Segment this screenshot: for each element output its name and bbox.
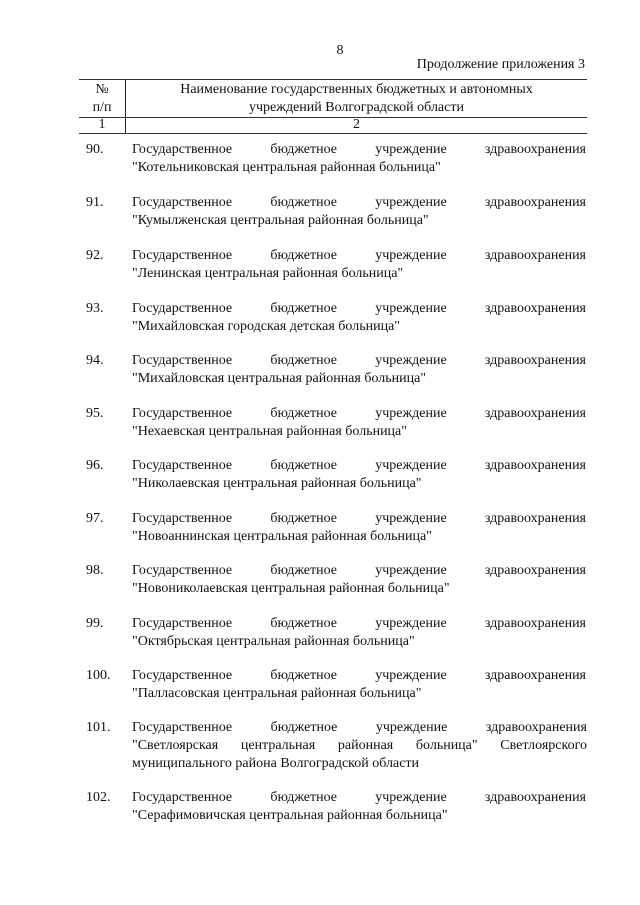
table-row [86, 789, 586, 825]
institution-type-word: учреждение [375, 563, 447, 578]
row-number: 98. [86, 563, 104, 578]
institution-name [132, 562, 586, 598]
institution-type-word: Государственное [132, 720, 233, 735]
institution-type-word: учреждение [375, 406, 447, 421]
institution-type-word: здравоохранения [484, 790, 586, 805]
institution-type-line [132, 352, 586, 370]
institution-type-word: учреждение [375, 720, 448, 735]
num-symbol: № [95, 82, 109, 97]
table-row [86, 615, 586, 651]
table-row [86, 405, 586, 441]
name-header-line2: учреждений Волгоградской области [249, 100, 464, 115]
institution-name [132, 405, 586, 441]
institution-name [132, 457, 586, 493]
institution-type-word: Государственное [132, 616, 233, 631]
row-number: 97. [86, 511, 104, 526]
row-number: 94. [86, 353, 104, 368]
institution-type-word: бюджетное [270, 353, 338, 368]
institution-name [132, 300, 586, 336]
row-number: 95. [86, 406, 104, 421]
institution-type-word: Государственное [132, 790, 233, 805]
institution-type-line [132, 615, 586, 633]
column-index-1: 1 [98, 117, 106, 132]
row-number: 91. [86, 195, 104, 210]
institution-type-word: бюджетное [270, 142, 338, 157]
institution-type-word: здравоохранения [484, 458, 586, 473]
institution-type-line [132, 247, 586, 265]
institution-type-word: бюджетное [270, 616, 338, 631]
institution-type-word: здравоохранения [484, 511, 586, 526]
header-num-column [79, 81, 125, 117]
institution-type-word: здравоохранения [484, 563, 586, 578]
num-abbrev: п/п [92, 100, 112, 115]
institution-title: "Новониколаевская центральная районная больница" [132, 581, 450, 596]
institution-type-word: Государственное [132, 248, 233, 263]
table-row [86, 141, 586, 177]
institution-type-line [132, 510, 586, 528]
institution-type-line [132, 141, 586, 159]
institution-type-word: здравоохранения [485, 720, 587, 735]
institution-type-line [132, 719, 587, 737]
institution-name [132, 615, 586, 651]
institution-type-word: здравоохранения [484, 301, 586, 316]
institution-name [132, 510, 586, 546]
row-number: 101. [86, 720, 111, 735]
institution-title: "Палласовская центральная районная больница" [132, 686, 422, 701]
institution-type-word: учреждение [375, 668, 447, 683]
institution-type-word: бюджетное [270, 720, 338, 735]
table-row [86, 510, 586, 546]
page-number: 8 [336, 43, 344, 58]
institution-type-line [132, 194, 586, 212]
institution-title: "Октябрьская центральная районная больница" [132, 634, 415, 649]
institution-type-word: бюджетное [270, 248, 338, 263]
institution-type-line [132, 562, 586, 580]
institution-type-word: учреждение [375, 511, 447, 526]
institution-type-word: учреждение [375, 790, 447, 805]
institution-type-word: учреждение [375, 458, 447, 473]
institution-type-line [132, 300, 586, 318]
institution-title: "Кумылженская центральная районная больница" [132, 213, 429, 228]
table-row [86, 300, 586, 336]
table-row [86, 457, 586, 493]
institution-type-word: Государственное [132, 353, 233, 368]
institution-title: "Николаевская центральная районная больница" [132, 476, 422, 491]
institution-type-word: Государственное [132, 563, 233, 578]
row-number: 93. [86, 301, 104, 316]
table-row [86, 352, 586, 388]
institution-type-word: здравоохранения [484, 195, 586, 210]
institution-type-word: учреждение [375, 142, 447, 157]
index-row-bottom-border [79, 133, 587, 134]
institution-type-word: здравоохранения [484, 668, 586, 683]
institution-title: "Котельниковская центральная районная больница" [132, 160, 441, 175]
institution-name [132, 194, 586, 230]
institution-type-line [132, 667, 586, 685]
institution-type-word: бюджетное [270, 406, 338, 421]
institution-type-word: Государственное [132, 406, 233, 421]
institution-name [132, 247, 586, 283]
institution-type-word: бюджетное [270, 195, 338, 210]
institution-title: "Серафимовичская центральная районная больница" [132, 808, 448, 823]
row-number: 102. [86, 790, 111, 805]
institution-type-word: учреждение [375, 616, 447, 631]
institution-type-word: бюджетное [270, 458, 338, 473]
institution-title: "Светлоярская центральная районная больница" Светлоярского муниципального района Волгоградской области [132, 738, 587, 771]
institution-type-word: бюджетное [270, 790, 338, 805]
row-number: 92. [86, 248, 104, 263]
institution-name [132, 141, 586, 177]
institution-type-word: учреждение [375, 353, 447, 368]
header-name-column [126, 81, 587, 117]
table-top-border [79, 79, 587, 80]
institution-type-word: Государственное [132, 668, 233, 683]
table-row [86, 719, 586, 773]
institution-type-word: учреждение [375, 195, 447, 210]
row-number: 90. [86, 142, 104, 157]
institution-name [132, 719, 587, 773]
institution-title: "Новоаннинская центральная районная больница" [132, 529, 432, 544]
institution-type-word: Государственное [132, 301, 233, 316]
institution-type-word: бюджетное [270, 511, 338, 526]
institution-type-word: здравоохранения [484, 142, 586, 157]
table-row [86, 194, 586, 230]
institution-title: "Михайловская городская детская больница" [132, 319, 401, 334]
institution-name [132, 667, 586, 703]
table-row [86, 562, 586, 598]
institution-type-line [132, 457, 586, 475]
institution-type-word: бюджетное [270, 563, 338, 578]
institution-title: "Михайловская центральная районная больница" [132, 371, 427, 386]
institution-type-word: бюджетное [270, 668, 338, 683]
institution-name [132, 789, 586, 825]
column-index-2: 2 [353, 117, 360, 132]
institution-type-word: здравоохранения [484, 406, 586, 421]
appendix-note: Продолжение приложения 3 [416, 57, 585, 72]
institution-type-word: Государственное [132, 142, 233, 157]
institution-type-word: здравоохранения [484, 616, 586, 631]
institution-type-line [132, 405, 586, 423]
institution-type-word: здравоохранения [484, 353, 586, 368]
institution-type-word: бюджетное [270, 301, 338, 316]
row-number: 99. [86, 616, 104, 631]
institution-name [132, 352, 586, 388]
table-row [86, 247, 586, 283]
institution-type-word: здравоохранения [484, 248, 586, 263]
institution-type-word: Государственное [132, 511, 233, 526]
row-number: 100. [86, 668, 111, 683]
institution-type-word: Государственное [132, 195, 233, 210]
table-row [86, 667, 586, 703]
institution-type-line [132, 789, 586, 807]
institution-type-word: Государственное [132, 458, 233, 473]
institution-title: "Нехаевская центральная районная больница" [132, 424, 407, 439]
institution-type-word: учреждение [375, 301, 447, 316]
institution-title: "Ленинская центральная районная больница" [132, 266, 404, 281]
name-header-line1: Наименование государственных бюджетных и автономных [180, 82, 533, 97]
institution-type-word: учреждение [375, 248, 447, 263]
row-number: 96. [86, 458, 104, 473]
